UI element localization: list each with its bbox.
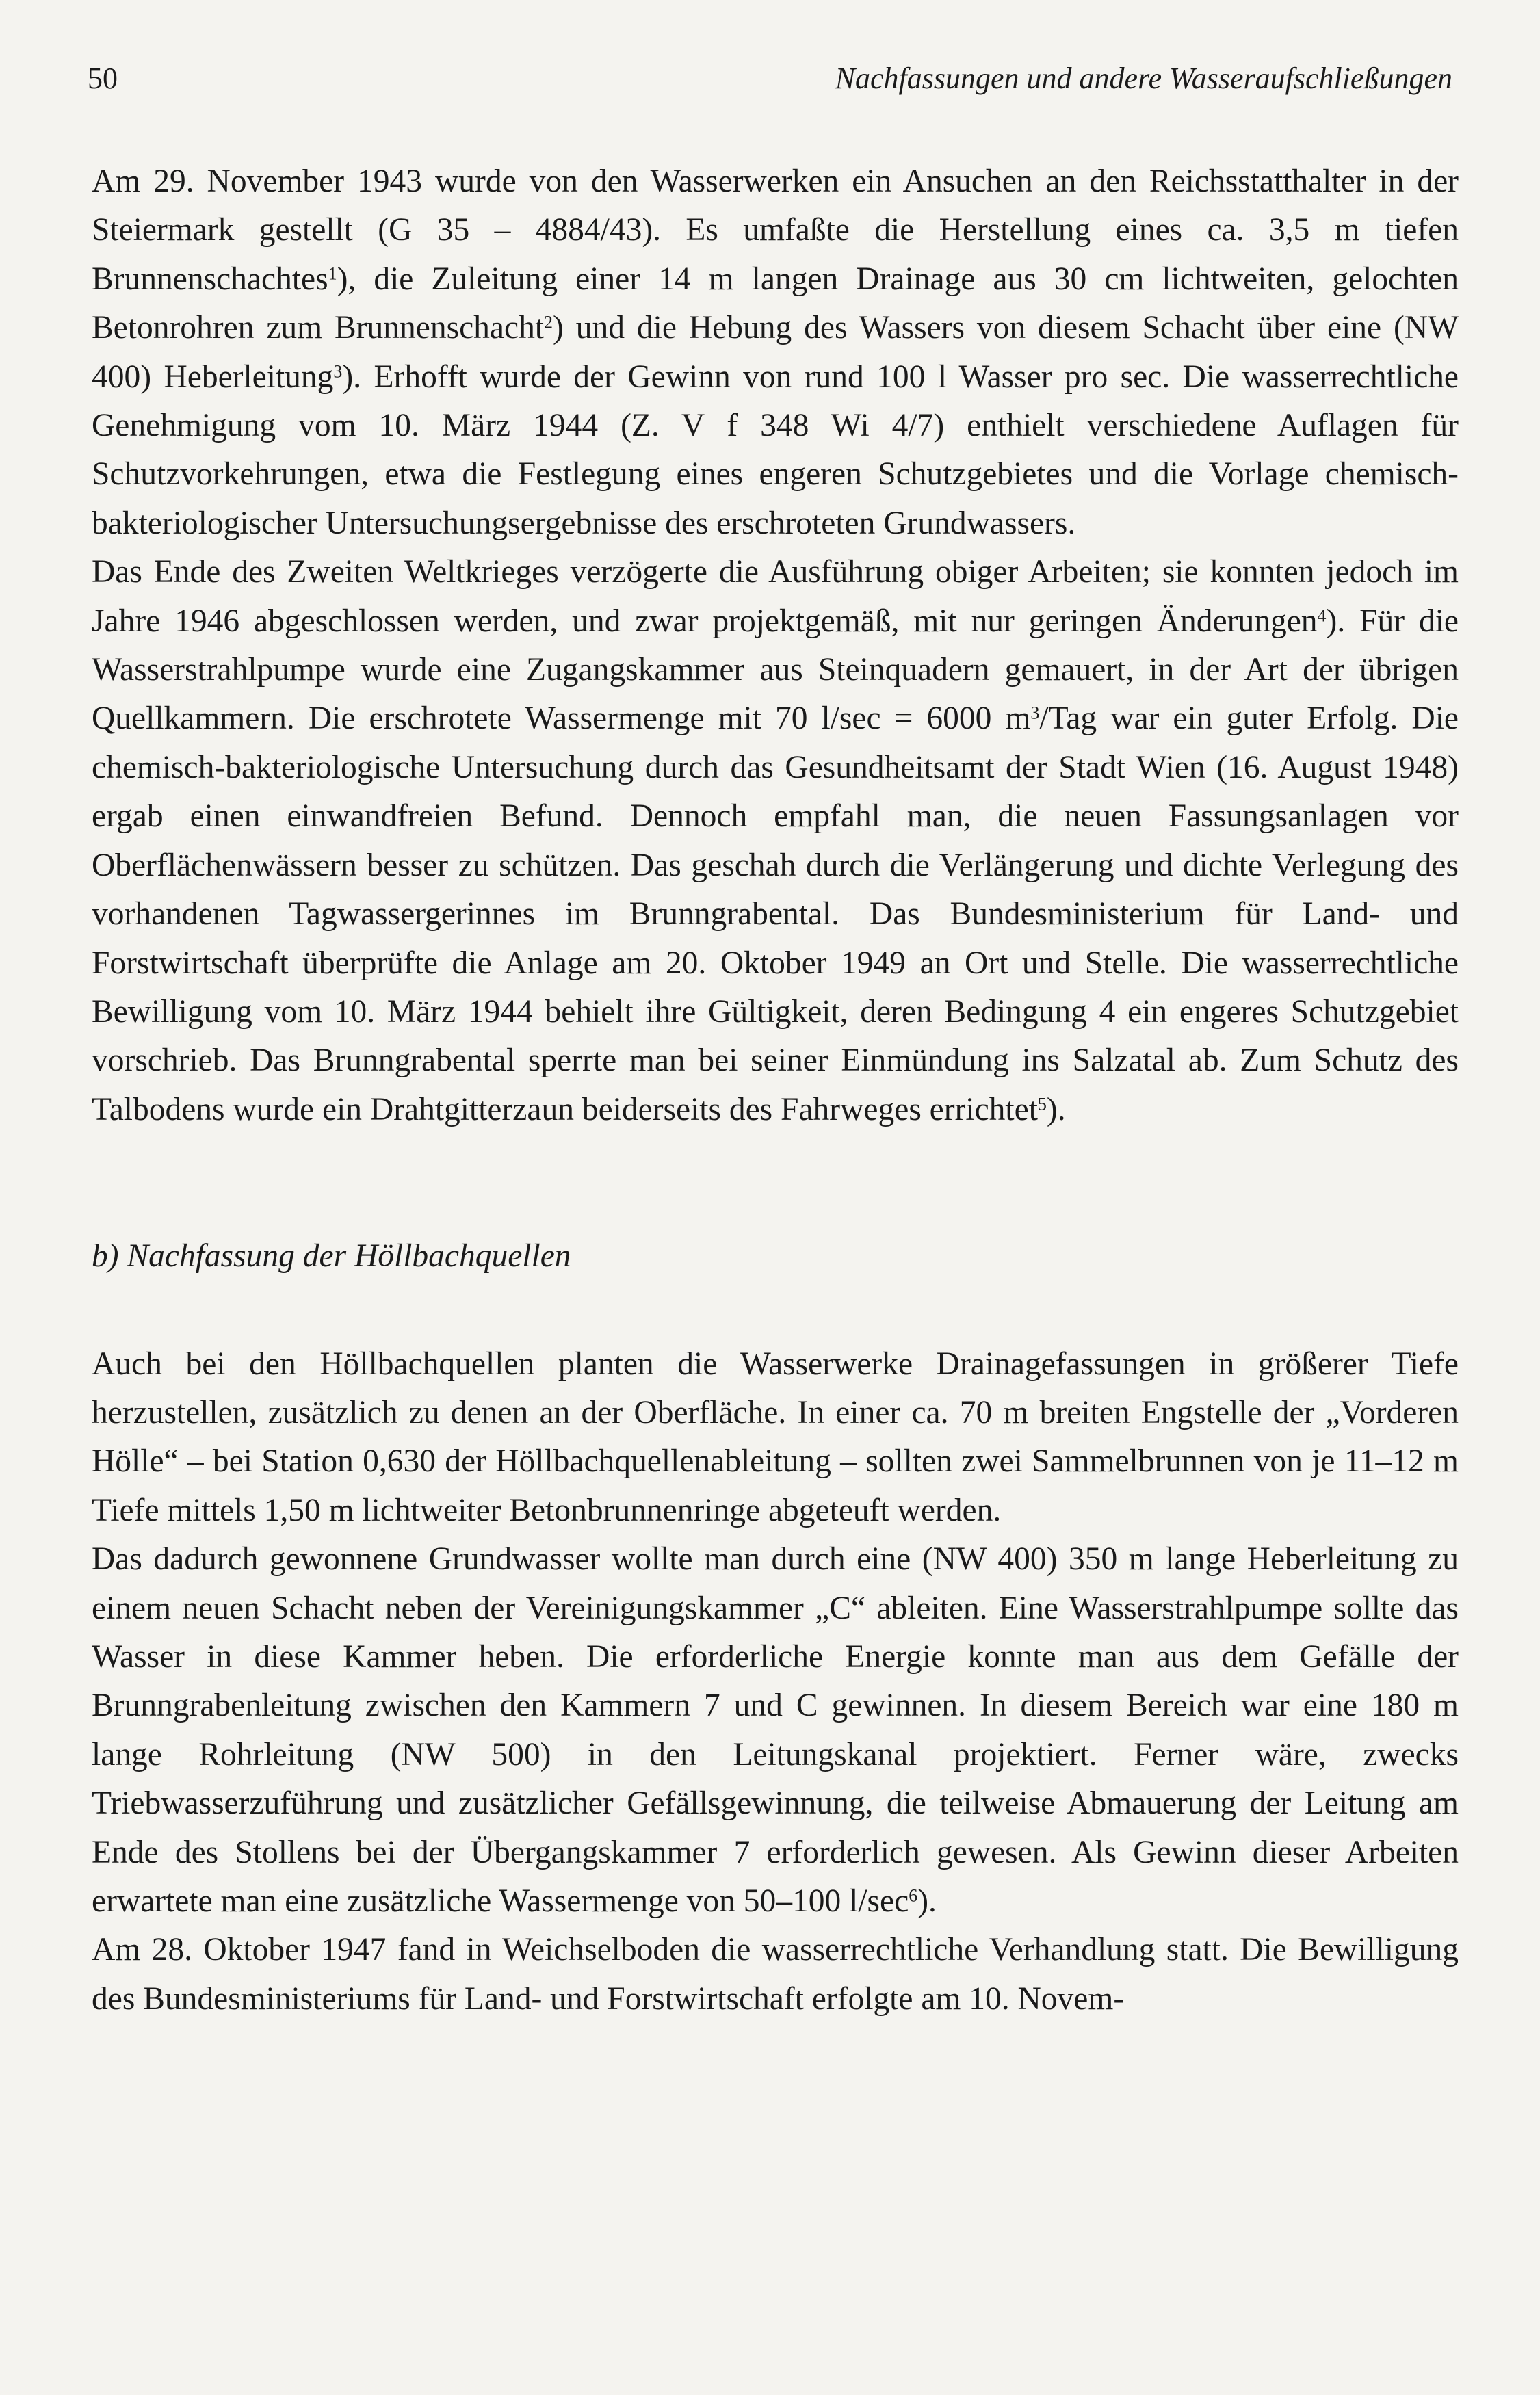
paragraph-3: Auch bei den Höllbachquellen planten die Wasserwerke Drainagefassungen in größerer Tiefe herzustellen, zusätzlich zu denen an der Oberfläche. In einer ca. 70 m breiten Engstelle der „Vorderen Hölle“ – bei Station 0,630 der Höllbachquellenableitung – sollten zwei Sammelbrunnen von je 11–12 m Tiefe mittels 1,50 m lichtweiter Betonbrunnenringe abgeteuft werden.: [92, 1346, 1459, 1528]
page-header: [88, 55, 1452, 103]
paragraph-2: [92, 548, 1459, 1134]
footnote-ref: 4: [1317, 605, 1327, 626]
paragraph-5: Am 28. Oktober 1947 fand in Weichselboden die wasserrechtliche Verhandlung statt. Die Bewilligung des Bundesministeriums für Land- und Forstwirtschaft erfolgte am 10. Novem-: [92, 1932, 1459, 2017]
text-run: /Tag war ein guter Erfolg. Die chemisch-bakteriologische Untersuchung durch das Gesundheitsamt der Stadt Wien (16. August 1948) ergab einen einwandfreien Befund. Dennoch empfahl man, die neuen Fassungsanlagen vor Oberflächenwässern besser zu schützen. Das geschah durch die Verlängerung und dichte Verlegung des vorhandenen Tagwassergerinnes im Brunngrabental. Das Bundesministerium für Land- und Forstwirtschaft überprüfte die Anlage am 20. Oktober 1949 an Ort und Stelle. Die wasserrechtliche Bewilligung vom 10. März 1944 behielt ihre Gültigkeit, deren Bedingung 4 ein engeres Schutzgebiet vorschrieb. Das Brunngrabental sperrte man bei seiner Einmündung ins Salzatal ab. Zum Schutz des Talbodens wurde ein Drahtgitterzaun beiderseits des Fahrweges errichtet: [92, 701, 1459, 1127]
page-number: 50: [88, 62, 118, 95]
text-run: ). Erhofft wurde der Gewinn von rund 100 l Wasser pro sec. Die wasserrechtliche Genehmigung vom 10. März 1944 (Z. V f 348 Wi 4/7) enthielt verschiedene Auflagen für Schutzvorkehrungen, etwa die Festlegung eines engeren Schutzgebietes und die Vorlage chemisch-bakteriologischer Untersuchungsergebnisse des erschroteten Grundwassers.: [92, 358, 1459, 541]
paragraph-1: [92, 157, 1459, 548]
footnote-ref: 6: [909, 1885, 918, 1906]
running-title: Nachfassungen und andere Wasseraufschließungen: [835, 62, 1452, 95]
footnote-ref: 2: [544, 312, 553, 332]
text-run: ), die Zuleitung einer 14 m langen Drainage aus 30 cm lichtweiten, gelochten Betonrohren zum Brunnenschacht: [92, 261, 1459, 346]
footnote-ref: 5: [1037, 1094, 1047, 1114]
body-text: [92, 157, 1459, 2024]
section-spacing: [92, 1134, 1459, 1232]
footnote-ref: 1: [328, 263, 337, 284]
text-run: ) und die Hebung des Wassers von diesem Schacht über eine (NW 400) Heberleitung: [92, 310, 1459, 395]
text-run: Das Ende des Zweiten Weltkrieges verzögerte die Ausführung obiger Arbeiten; sie konnten jedoch im Jahre 1946 abgeschlossen werden, und zwar projektgemäß, mit nur geringen Änderungen: [92, 554, 1459, 639]
text-run: ).: [917, 1883, 937, 1919]
section-heading: b) Nachfassung der Höllbachquellen: [92, 1238, 571, 1274]
text-run: Am 29. November 1943 wurde von den Wasserwerken ein Ansuchen an den Reichsstatthalter in der Steiermark gestellt (G 35 – 4884/43). Es umfaßte die Herstellung eines ca. 3,5 m tiefen Brunnenschachtes: [92, 163, 1459, 297]
paragraph-4: [92, 1535, 1459, 1926]
text-run: ). Für die Wasserstrahlpumpe wurde eine Zugangskammer aus Steinquadern gemauert, in der Art der übrigen Quellkammern. Die erschrotete Wassermenge mit 70 l/sec = 6000 m: [92, 603, 1459, 737]
unit-superscript: 3: [1030, 703, 1040, 724]
heading-spacing: [92, 1281, 1459, 1340]
text-run: ).: [1046, 1091, 1066, 1127]
text-run: Das dadurch gewonnene Grundwasser wollte man durch eine (NW 400) 350 m lange Heberleitung zu einem neuen Schacht neben der Vereinigungskammer „C“ ableiten. Eine Wasserstrahlpumpe sollte das Wasser in diese Kammer heben. Die erforderliche Energie konnte man aus dem Gefälle der Brunngrabenleitung zwischen den Kammern 7 und C gewinnen. In diesem Bereich war eine 180 m lange Rohrleitung (NW 500) in den Leitungskanal projektiert. Ferner wäre, zwecks Triebwasserzuführung und zusätzlicher Gefällsgewinnung, die teilweise Abmauerung der Leitung am Ende des Stollens bei der Übergangskammer 7 erforderlich gewesen. Als Gewinn dieser Arbeiten erwartete man eine zusätzliche Wassermenge von 50–100 l/sec: [92, 1541, 1459, 1919]
footnote-ref: 3: [333, 361, 343, 382]
